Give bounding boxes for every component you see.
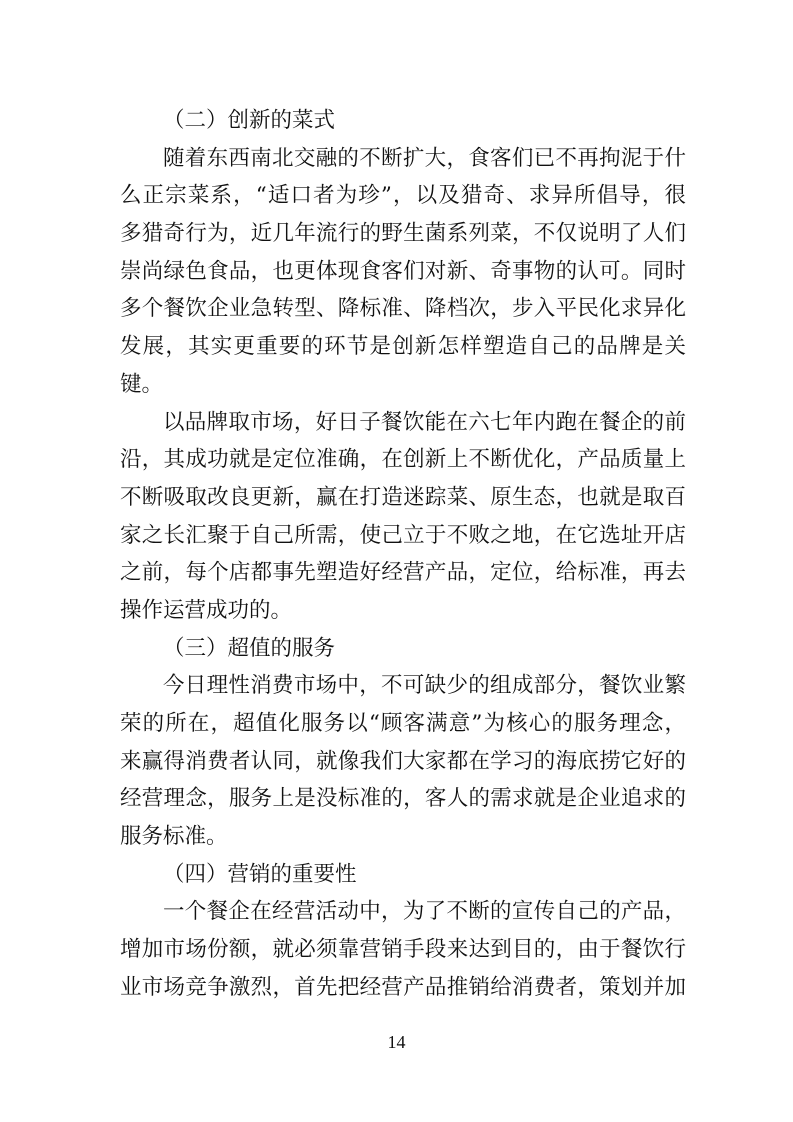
paragraph-line: 不断吸取改良更新，赢在打造迷踪菜、原生态，也就是取百 [120,484,686,510]
paragraph-line: 多猎奇行为，近几年流行的野生菌系列菜，不仅说明了人们 [120,221,686,247]
paragraph-line: 发展，其实更重要的环节是创新怎样塑造自己的品牌是关 [120,334,686,360]
paragraph-line: 业市场竞争激烈，首先把经营产品推销给消费者，策划并加 [120,974,686,1000]
paragraph-line: 多个餐饮企业急转型、降标准、降档次，步入平民化求异化 [120,296,686,322]
paragraph-line: 操作运营成功的。 [120,597,293,623]
paragraph-line: 增加市场份额，就必须靠营销手段来达到目的，由于餐饮行 [120,937,686,963]
section-heading-marketing: （四）营销的重要性 [163,861,357,887]
paragraph-line: 沿，其成功就是定位准确，在创新上不断优化，产品质量上 [120,447,686,473]
paragraph-line: 今日理性消费市场中，不可缺少的组成部分，餐饮业繁 [163,673,686,699]
paragraph-line: 随着东西南北交融的不断扩大，食客们已不再拘泥于什 [163,145,686,171]
paragraph-line: 来赢得消费者认同，就像我们大家都在学习的海底捞它好的 [120,748,686,774]
body-text [120,102,686,1007]
paragraph-line: 家之长汇聚于自己所需，使己立于不败之地，在它选址开店 [120,522,686,548]
paragraph-line: 服务标准。 [120,824,228,850]
paragraph-line: 荣的所在，超值化服务以“顾客满意”为核心的服务理念， [120,711,686,736]
paragraph-line: 一个餐企在经营活动中，为了不断的宣传自己的产品， [163,899,686,925]
section-heading-innovative-dishes: （二）创新的菜式 [163,108,336,133]
paragraph-line: 崇尚绿色食品，也更体现食客们对新、奇事物的认可。同时 [120,258,686,284]
section-heading-value-service: （三）超值的服务 [163,635,336,661]
paragraph-line: 键。 [120,371,164,397]
paragraph-line: 么正宗菜系，“适口者为珍”，以及猎奇、求异所倡导，很 [120,183,686,209]
paragraph-line: 之前，每个店都事先塑造好经营产品，定位，给标准，再去 [120,560,686,586]
paragraph-line: 经营理念，服务上是没标准的，客人的需求就是企业追求的 [120,786,686,812]
page-number: 14 [387,1032,406,1052]
paragraph-line: 以品牌取市场，好日子餐饮能在六七年内跑在餐企的前 [163,409,686,435]
